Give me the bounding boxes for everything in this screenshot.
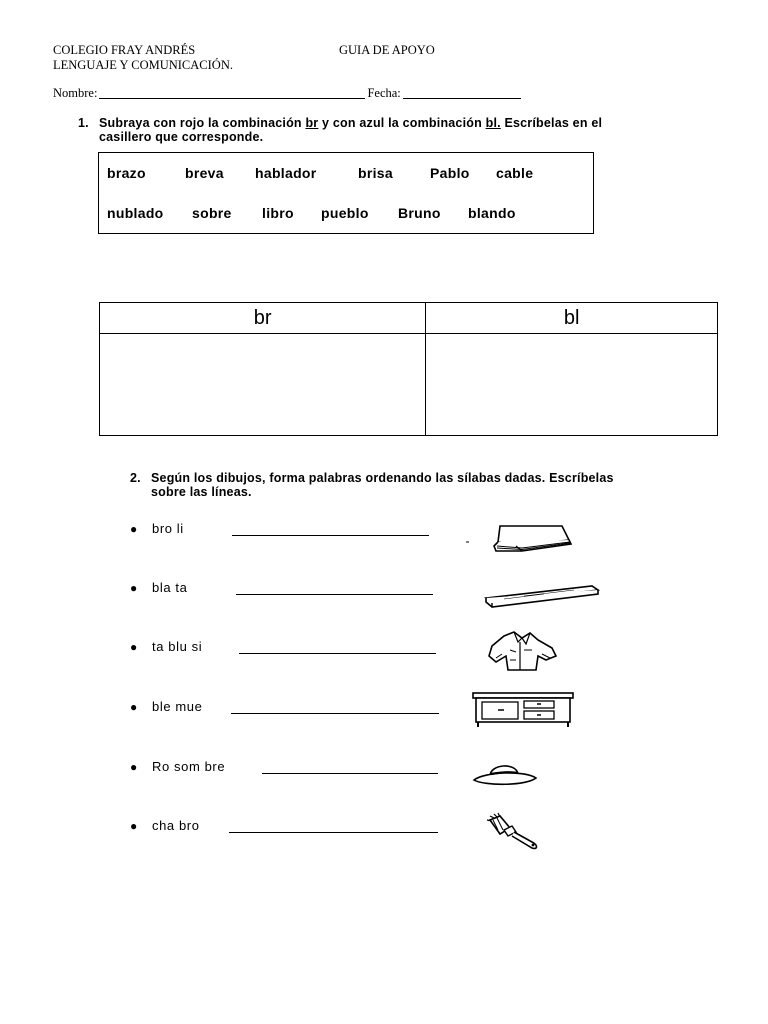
syllable-item	[130, 699, 439, 714]
book-icon	[466, 520, 576, 560]
question-1-text-c: Escríbelas en el	[500, 116, 603, 130]
syllables: bro li	[152, 521, 184, 536]
question-1-number: 1.	[78, 116, 89, 130]
keyword-bl: bl.	[485, 116, 501, 130]
column-header-br: br	[100, 303, 426, 334]
word[interactable]: cable	[496, 165, 534, 181]
syllable-item	[130, 759, 438, 774]
answer-line[interactable]	[236, 582, 433, 595]
syllables: ble mue	[152, 699, 203, 714]
word[interactable]: sobre	[192, 205, 232, 221]
column-header-bl: bl	[426, 303, 718, 334]
syllables: cha bro	[152, 818, 200, 833]
bullet-icon: ●	[130, 760, 138, 774]
furniture-icon	[470, 690, 576, 728]
word[interactable]: Pablo	[430, 165, 470, 181]
bullet-icon: ●	[130, 640, 138, 654]
date-field[interactable]	[403, 86, 521, 99]
name-field[interactable]	[99, 86, 365, 99]
question-1-line-2: casillero que corresponde.	[99, 130, 264, 144]
question-2-number: 2.	[130, 471, 141, 485]
syllables: ta blu si	[152, 639, 203, 654]
word[interactable]: pueblo	[321, 205, 369, 221]
date-label: Fecha:	[367, 86, 401, 100]
answer-cell-br[interactable]	[100, 334, 426, 436]
bullet-icon: ●	[130, 700, 138, 714]
word[interactable]: hablador	[255, 165, 317, 181]
answer-line[interactable]	[239, 641, 436, 654]
answer-line[interactable]	[231, 701, 439, 714]
question-1	[78, 116, 698, 144]
keyword-br: br	[305, 116, 319, 130]
syllables: bla ta	[152, 580, 188, 595]
hat-icon	[472, 760, 538, 788]
word[interactable]: libro	[262, 205, 294, 221]
syllable-item	[130, 818, 438, 833]
brush-icon	[484, 812, 544, 852]
word[interactable]: brazo	[107, 165, 146, 181]
name-date-row	[53, 86, 523, 101]
board-icon	[484, 584, 600, 608]
syllable-item	[130, 580, 433, 595]
answer-line[interactable]	[232, 523, 429, 536]
name-label: Nombre:	[53, 86, 98, 100]
sorting-table	[99, 302, 718, 436]
answer-line[interactable]	[262, 761, 438, 774]
syllables: Ro som bre	[152, 759, 226, 774]
bullet-icon: ●	[130, 819, 138, 833]
question-2-text: Según los dibujos, forma palabras ordenando las sílabas dadas. Escríbelas	[151, 471, 614, 485]
word[interactable]: nublado	[107, 205, 164, 221]
word-box	[98, 152, 594, 234]
bullet-icon: ●	[130, 522, 138, 536]
worksheet-title: GUIA DE APOYO	[339, 43, 435, 57]
school-name: COLEGIO FRAY ANDRÉS	[53, 43, 196, 57]
shirt-icon	[486, 630, 558, 674]
word[interactable]: blando	[468, 205, 516, 221]
question-2-line-2: sobre las líneas.	[151, 485, 252, 499]
word[interactable]: breva	[185, 165, 224, 181]
word[interactable]: brisa	[358, 165, 393, 181]
syllable-item	[130, 639, 436, 654]
question-1-text-a: Subraya con rojo la combinación	[99, 116, 306, 130]
bullet-icon: ●	[130, 581, 138, 595]
answer-cell-bl[interactable]	[426, 334, 718, 436]
answer-line[interactable]	[229, 820, 438, 833]
word[interactable]: Bruno	[398, 205, 441, 221]
question-1-text-b: y con azul la combinación	[318, 116, 486, 130]
subject-name: LENGUAJE Y COMUNICACIÓN.	[53, 58, 233, 72]
syllable-item	[130, 521, 429, 536]
question-2	[130, 471, 710, 499]
